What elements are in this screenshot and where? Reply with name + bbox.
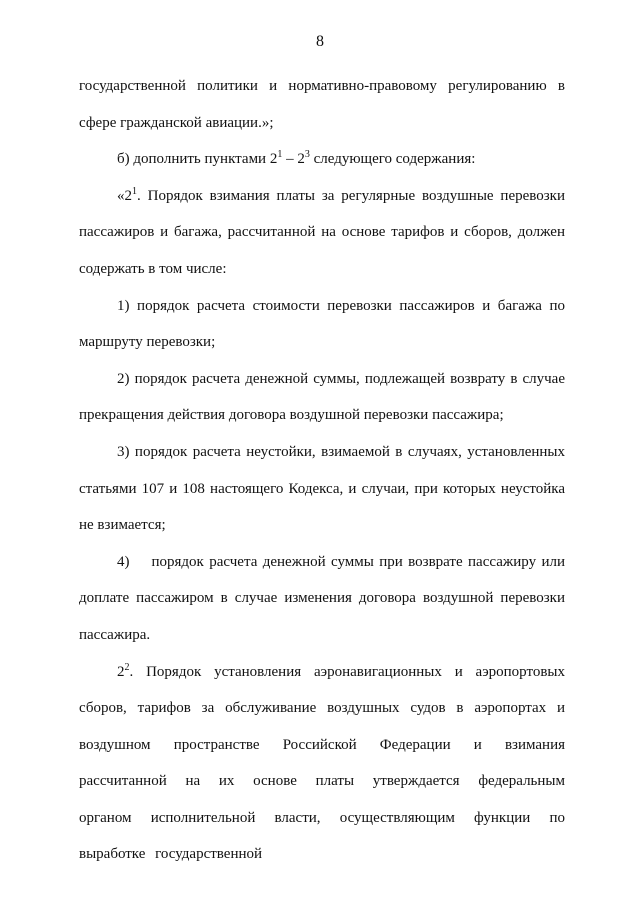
paragraph-amendment-b xyxy=(79,141,565,178)
superscript: 2 xyxy=(124,661,130,673)
list-number: 4) xyxy=(117,553,130,570)
text-fragment: . Порядок взимания платы за регулярные воздушные перевозки пассажиров и багажа, рассчитанной на основе тарифов и сборов, должен содержать в том числе: xyxy=(79,187,565,277)
text-fragment: порядок расчета денежной суммы при возврате пассажиру или доплате пассажиром в случае изменения договора воздушной перевозки пассажира. xyxy=(79,553,565,643)
text-fragment: . Порядок установления аэронавигационных и аэропортовых сборов, тарифов за обслуживание воздушных судов в аэропортах и воздушном пространстве Российской Федерации и взимания рассчитанной на их основе платы утверждается федеральным органом исполнительной власти, осуществляющим функции по выработке государственной xyxy=(79,663,565,863)
list-item-1: 1) порядок расчета стоимости перевозки пассажиров и багажа по маршруту перевозки; xyxy=(79,297,565,351)
list-item-2: 2) порядок расчета денежной суммы, подлежащей возврату в случае прекращения действия договора воздушной перевозки пассажира; xyxy=(79,370,565,424)
paragraph-item-2-2 xyxy=(79,654,565,874)
text-fragment: – 2 xyxy=(282,151,305,168)
text-fragment: «2 xyxy=(117,187,132,204)
text-fragment: 2 xyxy=(117,663,125,680)
page-number: 8 xyxy=(316,33,324,50)
paragraph-continuation: государственной политики и нормативно-правовому регулированию в сфере гражданской авиации.»; xyxy=(79,78,565,131)
list-item-3: 3) порядок расчета неустойки, взимаемой в случаях, установленных статьями 107 и 108 настоящего Кодекса, и случаи, при которых неустойка не взимается; xyxy=(79,443,565,534)
text-fragment: следующего содержания: xyxy=(309,151,476,168)
document-body xyxy=(79,68,565,873)
list-item-4 xyxy=(79,544,565,654)
superscript: 3 xyxy=(304,149,310,161)
superscript: 1 xyxy=(277,149,283,161)
text-fragment: б) дополнить пунктами 2 xyxy=(117,151,278,168)
superscript: 1 xyxy=(132,185,137,197)
paragraph-item-2-1 xyxy=(79,178,565,288)
